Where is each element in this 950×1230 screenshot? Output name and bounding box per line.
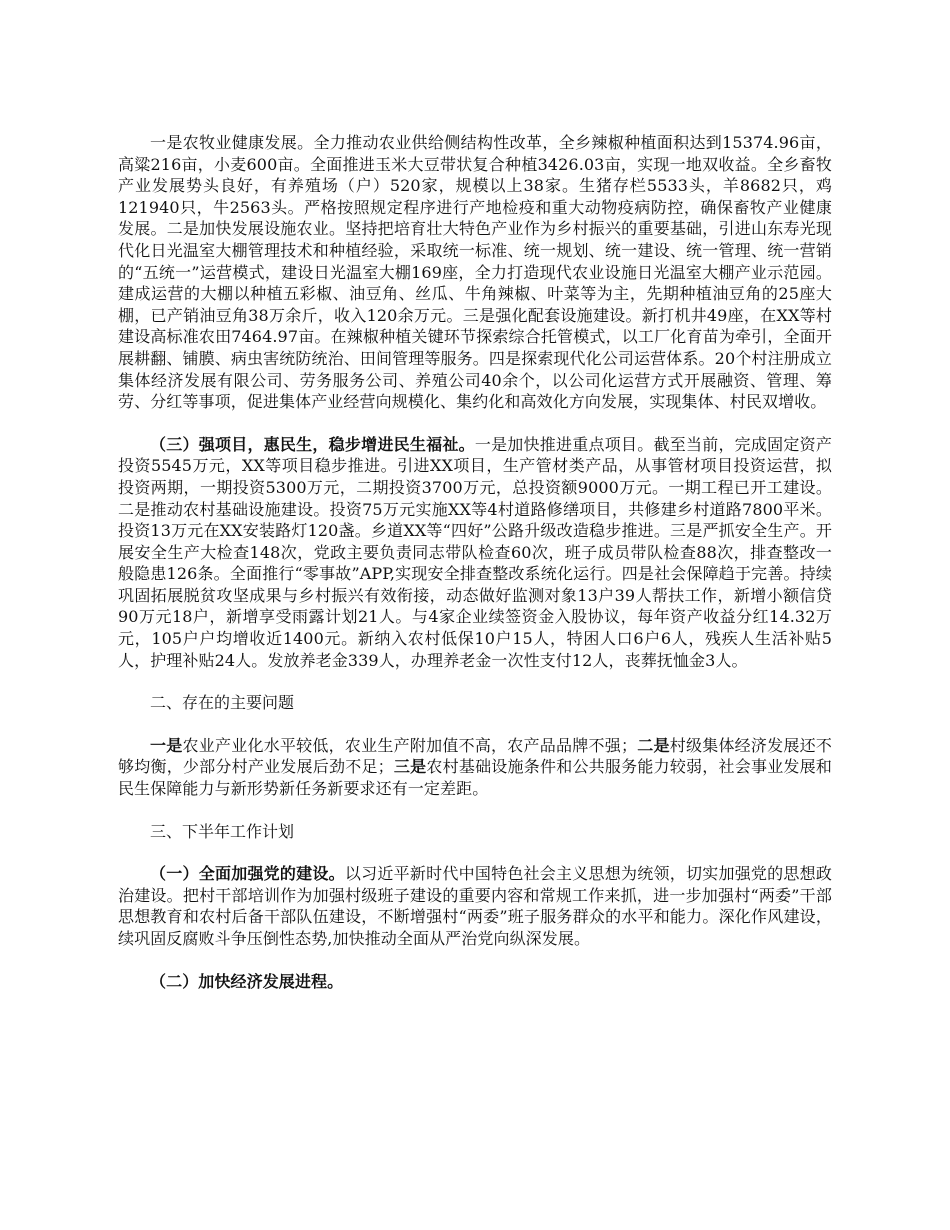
paragraph-projects [118,434,832,672]
paragraph-gap [118,714,832,735]
section-heading-economy: （二）加快经济发展进程。 [150,971,344,991]
paragraph-problems [118,735,832,800]
problem-text-2: 村级集体经济发展还不够均衡，少部分村产业发展后劲不足； [118,735,832,777]
paragraph-projects-body: 一是加快推进重点项目。截至当前，完成固定资产投资5545万元，XX等项目稳步推进。引进XX项目，生产管材类产品，从事管材项目投资运营，拟投资两期，一期投资5300万元，二期投资3700万元，总投资额9000万元。一期工程已开工建设。二是推动农村基础设施建设。投资75万元实施XX等4村道路修缮项目，共修建乡村道路7800平米。投资13万元在XX安装路灯120盏。乡道XX等“四好”公路升级改造稳步推进。三是严抓安全生产。开展安全生产大检查148次，党政主要负责同志带队检查60次，班子成员带队检查88次，排查整改一般隐患126条。全面推行“零事故”APP,实现安全排查整改系统化运行。四是社会保障趋于完善。持续巩固拓展脱贫攻坚成果与乡村振兴有效衔接，动态做好监测对象13户39人帮扶工作，新增小额信贷90万元18户，新增享受雨露计划21人。与4家企业续签资金入股协议，每年资产收益分红14.32万元，105户户均增收近1400元。新纳入农村低保10户15人，特困人口6户6人，残疾人生活补贴5人，护理补贴24人。发放养老金339人，办理养老金一次性支付12人，丧葬抚恤金3人。 [118,434,832,670]
section-heading-party-building: （一）全面加强党的建设。 [150,864,345,884]
paragraph-economy [118,971,832,993]
problem-marker-2: 二是 [637,735,670,755]
paragraph-gap [118,950,832,971]
section-heading-projects: （三）强项目，惠民生，稳步增进民生福祉。 [150,434,475,454]
problem-marker-1: 一是 [150,735,183,755]
paragraph-gap [118,800,832,821]
paragraph-gap [118,671,832,692]
paragraph-party-building [118,863,832,949]
problem-text-1: 农业产业化水平较低，农业生产附加值不高，农产品品牌不强； [182,735,638,755]
paragraph-gap [118,413,832,434]
heading-work-plan: 三、下半年工作计划 [150,821,295,841]
heading-main-problems: 二、存在的主要问题 [150,693,295,713]
problem-marker-3: 三是 [393,757,427,777]
paragraph-agriculture: 一是农牧业健康发展。全力推动农业供给侧结构性改革，全乡辣椒种植面积达到15374.96亩，高粱216亩，小麦600亩。全面推进玉米大豆带状复合种植3426.03亩，实现一地双收益。全乡畜牧产业发展势头良好，有养殖场（户）520家，规模以上38家。生猪存栏5533头，羊8682只，鸡121940只，牛2563头。严格按照规定程序进行产地检疫和重大动物疫病防控，确保畜牧产业健康发展。二是加快发展设施农业。坚持把培育壮大特色产业作为乡村振兴的重要基础，引进山东寿光现代化日光温室大棚管理技术和种植经验，采取统一标准、统一规划、统一建设、统一管理、统一营销的“五统一”运营模式，建设日光温室大棚169座，全力打造现代农业设施日光温室大棚产业示范园。建成运营的大棚以种植五彩椒、油豆角、丝瓜、牛角辣椒、叶菜等为主，先期种植油豆角的25座大棚，已产销油豆角38万余斤，收入120余万元。三是强化配套设施建设。新打机井49座，在XX等村建设高标准农田7464.97亩。在辣椒种植关键环节探索综合托管模式，以工厂化育苗为牵引，全面开展耕翻、铺膜、病虫害统防统治、田间管理等服务。四是探索现代化公司运营体系。20个村注册成立集体经济发展有限公司、劳务服务公司、养殖公司40余个，以公司化运营方式开展融资、管理、筹劳、分红等事项，促进集体产业经营向规模化、集约化和高效化方向发展，实现集体、村民双增收。 [118,133,832,412]
problem-text-3: 农村基础设施条件和公共服务能力较弱，社会事业发展和民生保障能力与新形势新任务新要求还有一定差距。 [118,757,832,799]
paragraph-gap [118,842,832,863]
paragraph-party-building-body: 以习近平新时代中国特色社会主义思想为统领，切实加强党的思想政治建设。把村干部培训作为加强村级班子建设的重要内容和常规工作来抓，进一步加强村“两委”干部思想教育和农村后备干部队伍建设，不断增强村“两委”班子服务群众的水平和能力。深化作风建设，续巩固反腐败斗争压倒性态势,加快推动全面从严治党向纵深发展。 [118,864,832,948]
